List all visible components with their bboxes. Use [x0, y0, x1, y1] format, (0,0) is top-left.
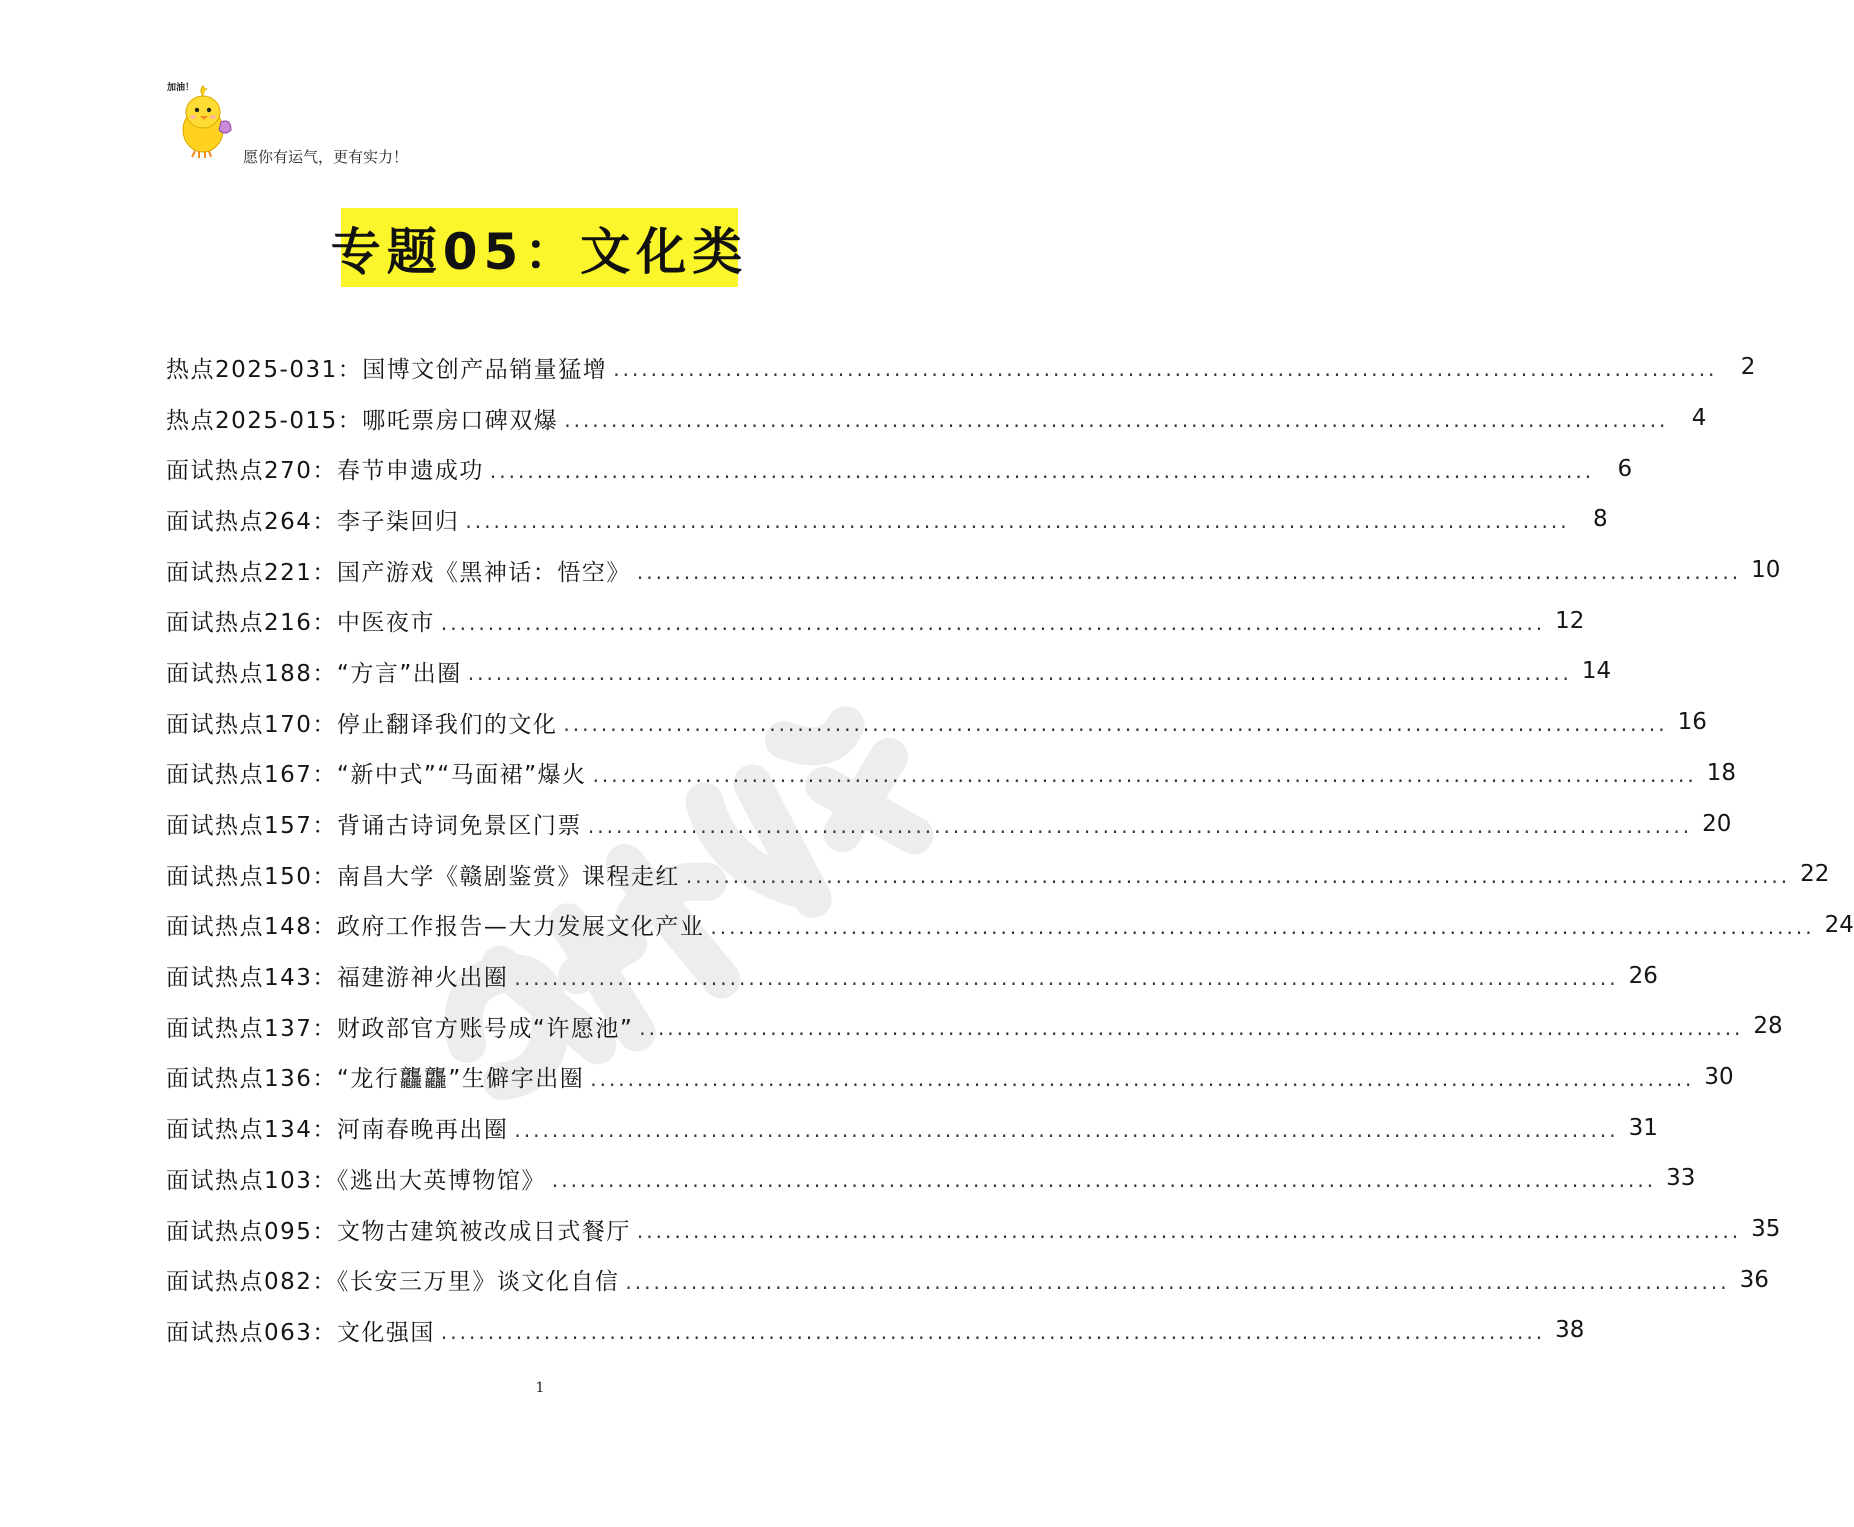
toc-dot-leader: ......................................................................................................................: [563, 712, 1668, 737]
toc-entry-title: 面试热点143：福建游神火出圈: [166, 965, 509, 992]
document-header: [165, 78, 565, 168]
toc-entry-title: 面试热点188：“方言”出圈: [166, 660, 462, 687]
toc-entry[interactable]: [166, 849, 1830, 900]
toc-entry[interactable]: [166, 443, 1633, 494]
toc-entry-title: 面试热点134：河南春晚再出圈: [166, 1117, 509, 1144]
toc-dot-leader: ......................................................................................................................: [465, 509, 1570, 534]
toc-entry-page: 24: [1824, 911, 1854, 938]
toc-entry[interactable]: [166, 798, 1732, 849]
toc-dot-leader: ......................................................................................................................: [710, 914, 1815, 939]
toc-entry-title: 面试热点264：李子柒回归: [166, 508, 460, 535]
toc-entry-page: 26: [1628, 962, 1658, 989]
toc-entry[interactable]: [166, 545, 1781, 596]
toc-entry-page: 6: [1617, 455, 1633, 482]
toc-dot-leader: ......................................................................................................................: [636, 560, 1742, 585]
toc-entry[interactable]: [166, 342, 1756, 393]
toc-entry-page: 22: [1800, 861, 1830, 888]
toc-dot-leader: ......................................................................................................................: [625, 1269, 1730, 1294]
toc-dot-leader: ......................................................................................................................: [685, 864, 1791, 889]
toc-entry[interactable]: [166, 1254, 1769, 1305]
toc-entry[interactable]: [166, 900, 1854, 951]
toc-entry[interactable]: [166, 1001, 1783, 1052]
toc-dot-leader: ......................................................................................................................: [590, 1066, 1695, 1091]
toc-dot-leader: ......................................................................................................................: [440, 610, 1546, 635]
chick-mascot-icon: [165, 78, 245, 160]
toc-entry-title: 面试热点063：文化强国: [166, 1319, 435, 1346]
toc-entry[interactable]: [166, 595, 1585, 646]
toc-entry[interactable]: [166, 1102, 1658, 1153]
toc-entry-title: 面试热点270：春节申遗成功: [166, 458, 484, 485]
toc-entry-page: 14: [1581, 658, 1612, 685]
toc-entry[interactable]: [166, 393, 1707, 444]
toc-dot-leader: ......................................................................................................................: [440, 1320, 1546, 1345]
header-motto: 愿你有运气，更有实力！: [243, 148, 409, 166]
toc-entry-title: 面试热点095：文物古建筑被改成日式餐厅: [166, 1218, 631, 1245]
toc-dot-leader: ......................................................................................................................: [592, 762, 1697, 787]
toc-entry-page: 10: [1751, 557, 1781, 584]
toc-dot-leader: ......................................................................................................................: [514, 1117, 1619, 1142]
page-number: 1: [535, 1380, 545, 1396]
toc-entry-title: 面试热点167：“新中式”“马面裙”爆火: [166, 762, 587, 789]
toc-entry[interactable]: [166, 646, 1612, 697]
toc-dot-leader: ......................................................................................................................: [587, 813, 1693, 838]
toc-entry-page: 31: [1628, 1114, 1658, 1141]
toc-entry-title: 面试热点150：南昌大学《赣剧鉴赏》课程走红: [166, 863, 680, 890]
toc-dot-leader: ......................................................................................................................: [636, 1219, 1742, 1244]
toc-entry-page: 36: [1739, 1266, 1769, 1293]
toc-entry-page: 18: [1706, 759, 1737, 786]
table-of-contents: [166, 342, 1854, 1356]
toc-entry-page: 38: [1555, 1317, 1585, 1344]
toc-entry-title: 面试热点082：《长安三万里》谈文化自信: [166, 1269, 620, 1296]
toc-entry[interactable]: [166, 1204, 1781, 1255]
toc-entry-page: 20: [1702, 810, 1732, 837]
toc-entry-page: 33: [1666, 1165, 1696, 1192]
toc-entry-page: 28: [1753, 1013, 1783, 1040]
toc-entry-page: 2: [1740, 354, 1756, 381]
toc-entry-title: 热点2025-015：哪吒票房口碑双爆: [166, 407, 559, 434]
toc-entry-title: 面试热点221：国产游戏《黑神话：悟空》: [166, 559, 631, 586]
toc-entry[interactable]: [166, 1052, 1734, 1103]
toc-entry-title: 面试热点103：《逃出大英博物馆》: [166, 1167, 546, 1194]
toc-entry[interactable]: [166, 950, 1658, 1001]
toc-entry-page: 35: [1751, 1216, 1781, 1243]
toc-entry-title: 面试热点137：财政部官方账号成“许愿池”: [166, 1015, 634, 1042]
toc-entry-page: 4: [1691, 405, 1707, 432]
toc-dot-leader: ......................................................................................................................: [551, 1168, 1657, 1193]
toc-entry-title: 面试热点216：中医夜市: [166, 610, 435, 637]
mascot-logo-text: 加油！: [167, 83, 195, 93]
toc-entry[interactable]: [166, 697, 1707, 748]
toc-dot-leader: ......................................................................................................................: [467, 661, 1572, 686]
toc-entry[interactable]: [166, 748, 1737, 799]
toc-dot-leader: ......................................................................................................................: [489, 458, 1595, 483]
toc-entry[interactable]: [166, 1305, 1585, 1356]
toc-entry-title: 面试热点136：“龙行龘龘”生僻字出圈: [166, 1066, 585, 1093]
page-title: 专题05：文化类: [330, 222, 749, 281]
toc-dot-leader: ......................................................................................................................: [564, 408, 1669, 433]
toc-dot-leader: ......................................................................................................................: [514, 965, 1619, 990]
toc-entry-title: 热点2025-031：国博文创产品销量猛增: [166, 356, 608, 383]
toc-entry[interactable]: [166, 1153, 1696, 1204]
toc-entry-page: 8: [1592, 506, 1608, 533]
toc-entry[interactable]: [166, 494, 1608, 545]
toc-entry-page: 12: [1555, 607, 1585, 634]
toc-entry-page: 30: [1704, 1063, 1734, 1090]
toc-entry-title: 面试热点148：政府工作报告—大力发展文化产业: [166, 914, 705, 941]
toc-dot-leader: ......................................................................................................................: [613, 357, 1718, 382]
title-highlight: [330, 208, 749, 287]
toc-entry-page: 16: [1677, 709, 1707, 736]
toc-entry-title: 面试热点157：背诵古诗词免景区门票: [166, 813, 582, 840]
toc-entry-title: 面试热点170：停止翻译我们的文化: [166, 711, 558, 738]
toc-dot-leader: ......................................................................................................................: [639, 1016, 1744, 1041]
